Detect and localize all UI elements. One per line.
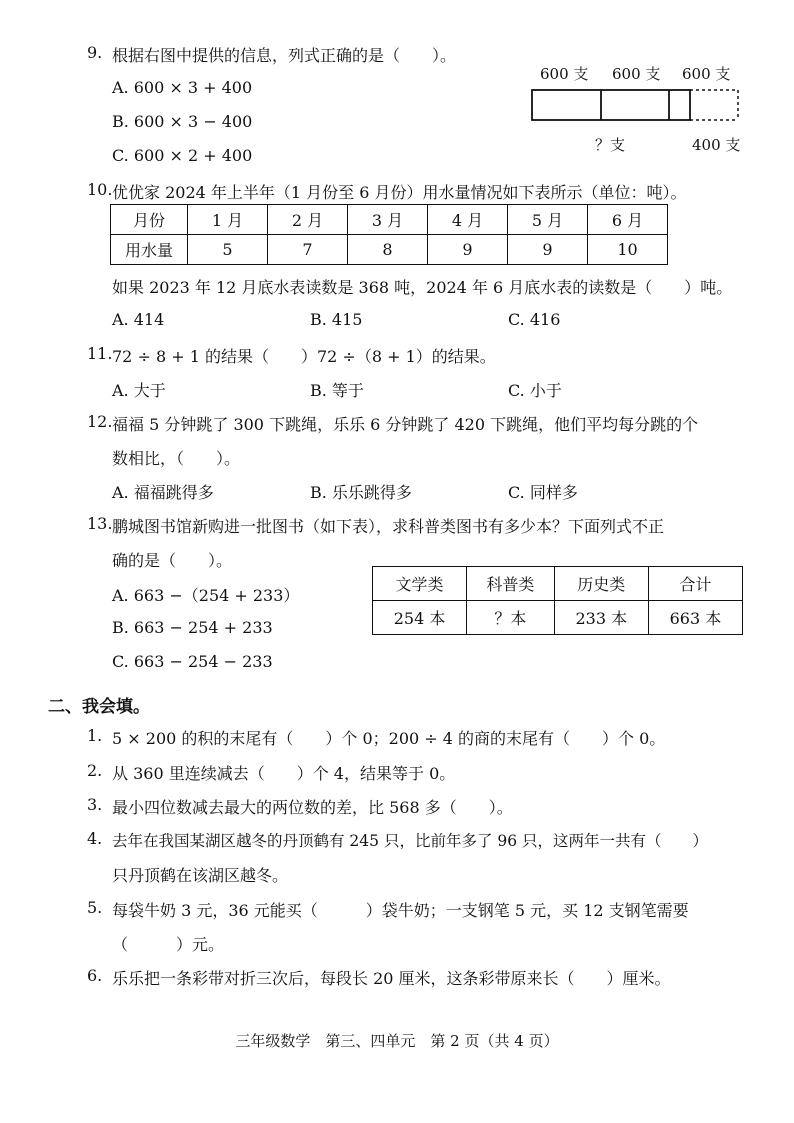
q11-option-b: B. 等于 <box>310 381 364 400</box>
diagram-bottom-left: ？支 <box>595 136 626 154</box>
book-table-header: 科普类 <box>467 567 555 601</box>
table-value: 9 <box>508 235 588 265</box>
q9-number: 9. <box>87 43 103 62</box>
table-month: 6 月 <box>588 205 668 235</box>
q10-text: 优优家 2024 年上半年（1 月份至 6 月份）用水量情况如下表所示（单位：吨）。 <box>112 183 687 202</box>
section-2-title: 二、我会填。 <box>48 697 150 717</box>
table-value: 9 <box>428 235 508 265</box>
q9-bar-diagram <box>520 58 760 158</box>
fill-item-1-text: 5 × 200 的积的末尾有（ ）个 0；200 ÷ 4 的商的末尾有（ ）个 0。 <box>112 729 666 748</box>
table-header-label: 月份 <box>111 205 188 235</box>
table-month: 4 月 <box>428 205 508 235</box>
q11-number: 11. <box>87 344 113 363</box>
q12-option-c: C. 同样多 <box>508 483 578 502</box>
q12-number: 12. <box>87 412 113 431</box>
fill-item-5-number: 5. <box>87 898 103 917</box>
fill-item-3-text: 最小四位数减去最大的两位数的差，比 568 多（ ）。 <box>112 798 513 817</box>
book-table-value: 663 本 <box>648 601 742 635</box>
fill-item-4-text2: 只丹顶鹤在该湖区越冬。 <box>112 866 289 885</box>
table-month: 3 月 <box>348 205 428 235</box>
page-footer: 三年级数学 第三、四单元 第 2 页（共 4 页） <box>235 1032 559 1050</box>
fill-item-1-number: 1. <box>87 726 103 745</box>
q13-number: 13. <box>87 514 113 533</box>
table-month: 5 月 <box>508 205 588 235</box>
fill-item-2-text: 从 360 里连续减去（ ）个 4，结果等于 0。 <box>112 764 456 783</box>
q11-text: 72 ÷ 8 + 1 的结果（ ）72 ÷（8 + 1）的结果。 <box>112 347 496 366</box>
q10-table <box>110 204 668 265</box>
table-month: 1 月 <box>188 205 268 235</box>
q11-option-c: C. 小于 <box>508 381 562 400</box>
q9-option-c: C. 600 × 2 + 400 <box>112 146 253 165</box>
book-table-value: ？本 <box>467 601 555 635</box>
q13-option-c: C. 663 − 254 − 233 <box>112 652 273 671</box>
fill-item-6-text: 乐乐把一条彩带对折三次后，每段长 20 厘米，这条彩带原来长（ ）厘米。 <box>112 969 671 988</box>
q10-option-b: B. 415 <box>310 310 363 329</box>
book-table-header: 合计 <box>648 567 742 601</box>
q10-option-c: C. 416 <box>508 310 561 329</box>
diagram-top-label-1: 600 支 <box>540 65 589 83</box>
q12-option-a: A. 福福跳得多 <box>112 483 214 502</box>
fill-item-5-text2: （ ）元。 <box>112 935 225 954</box>
table-value: 8 <box>348 235 428 265</box>
q9-option-a: A. 600 × 3 + 400 <box>112 78 253 97</box>
table-value: 10 <box>588 235 668 265</box>
q13-text2: 确的是（ ）。 <box>112 551 233 570</box>
fill-item-4-number: 4. <box>87 829 103 848</box>
q10-number: 10. <box>87 180 113 199</box>
table-row-label: 用水量 <box>111 235 188 265</box>
q13-table <box>372 566 743 635</box>
diagram-top-label-2: 600 支 <box>612 65 661 83</box>
q10-option-a: A. 414 <box>112 310 165 329</box>
q13-text: 鹏城图书馆新购进一批图书（如下表），求科普类图书有多少本？下面列式不正 <box>112 517 665 536</box>
fill-item-4-text: 去年在我国某湖区越冬的丹顶鹤有 245 只，比前年多了 96 只，这两年一共有（ ） <box>112 832 709 850</box>
q12-text: 福福 5 分钟跳了 300 下跳绳，乐乐 6 分钟跳了 420 下跳绳，他们平均每分跳的个 <box>112 415 699 434</box>
diagram-bottom-right: 400 支 <box>692 136 741 154</box>
q9-text: 根据右图中提供的信息，列式正确的是（ ）。 <box>112 46 457 65</box>
table-value: 5 <box>188 235 268 265</box>
q9-option-b: B. 600 × 3 − 400 <box>112 112 253 131</box>
q12-option-b: B. 乐乐跳得多 <box>310 483 412 502</box>
q13-option-a: A. 663 −（254 + 233） <box>112 586 300 605</box>
book-table-header: 文学类 <box>373 567 467 601</box>
fill-item-6-number: 6. <box>87 966 103 985</box>
fill-item-2-number: 2. <box>87 761 103 780</box>
book-table-header: 历史类 <box>554 567 648 601</box>
q12-text2: 数相比，（ ）。 <box>112 449 241 468</box>
table-value: 7 <box>268 235 348 265</box>
table-month: 2 月 <box>268 205 348 235</box>
book-table-value: 233 本 <box>554 601 648 635</box>
book-table-value: 254 本 <box>373 601 467 635</box>
q11-option-a: A. 大于 <box>112 381 166 400</box>
q10-text2: 如果 2023 年 12 月底水表读数是 368 吨，2024 年 6 月底水表的读数是（ ）吨。 <box>112 278 733 297</box>
fill-item-5-text: 每袋牛奶 3 元，36 元能买（ ）袋牛奶；一支钢笔 5 元，买 12 支钢笔需要 <box>112 901 689 920</box>
q13-option-b: B. 663 − 254 + 233 <box>112 618 273 637</box>
diagram-top-label-3: 600 支 <box>682 65 731 83</box>
fill-item-3-number: 3. <box>87 795 103 814</box>
